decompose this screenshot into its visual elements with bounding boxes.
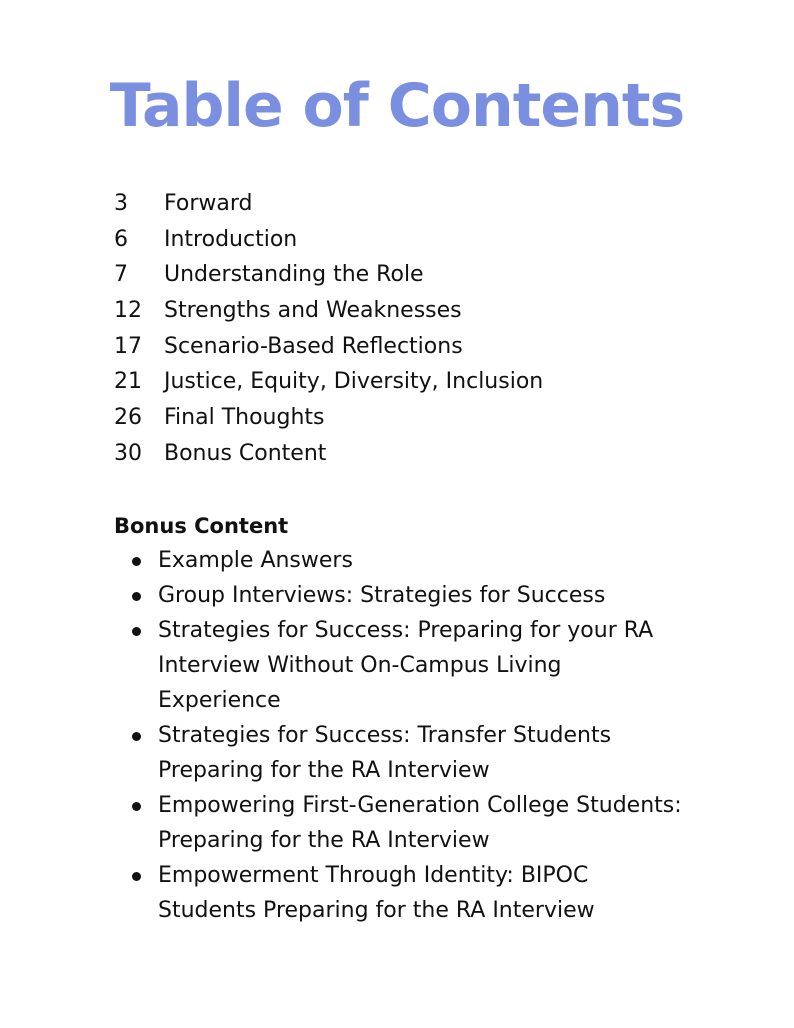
bullet-icon	[132, 627, 141, 636]
toc-page-number: 21	[114, 369, 142, 395]
toc-page-number: 12	[114, 298, 142, 324]
bonus-list-item	[130, 788, 690, 858]
bullet-icon	[132, 802, 141, 811]
bonus-list-item	[130, 858, 690, 928]
bullet-icon	[132, 732, 141, 741]
bonus-item-text: Strategies for Success: Transfer Students Preparing for the RA Interview	[158, 723, 612, 783]
bonus-item-text: Strategies for Success: Preparing for your RA Interview Without On-Campus Living Experience	[158, 618, 654, 713]
bonus-content-heading: Bonus Content	[114, 514, 289, 538]
toc-entry-label: Final Thoughts	[164, 405, 325, 431]
toc-entry-label: Introduction	[164, 226, 298, 252]
bonus-item-text: Empowering First-Generation College Students: Preparing for the RA Interview	[158, 793, 682, 853]
bonus-list-item	[130, 543, 690, 578]
toc-page-number: 7	[114, 262, 128, 288]
toc-entry	[114, 400, 543, 436]
table-of-contents-list	[114, 186, 543, 472]
bonus-content-list	[130, 543, 690, 928]
toc-page-number: 17	[114, 333, 142, 359]
bullet-icon	[132, 557, 141, 566]
bonus-item-text: Example Answers	[158, 548, 353, 573]
toc-entry	[114, 257, 543, 293]
bonus-item-text: Group Interviews: Strategies for Success	[158, 583, 606, 608]
toc-entry	[114, 329, 543, 365]
bonus-list-item	[130, 578, 690, 613]
page-title: Table of Contents	[109, 71, 685, 141]
toc-page-number: 26	[114, 405, 142, 431]
toc-entry-label: Strengths and Weaknesses	[164, 298, 462, 324]
toc-entry	[114, 364, 543, 400]
toc-entry	[114, 436, 543, 472]
toc-entry	[114, 186, 543, 222]
toc-entry	[114, 222, 543, 258]
toc-entry-label: Bonus Content	[164, 440, 327, 466]
bullet-icon	[132, 872, 141, 881]
bonus-item-text: Empowerment Through Identity: BIPOC Students Preparing for the RA Interview	[158, 863, 595, 923]
toc-page-number: 30	[114, 440, 142, 466]
toc-entry-label: Justice, Equity, Diversity, Inclusion	[164, 369, 544, 395]
bonus-list-item	[130, 613, 690, 718]
toc-entry-label: Forward	[164, 191, 253, 216]
toc-page-number: 6	[114, 226, 128, 252]
toc-entry	[114, 293, 543, 329]
bonus-list-item	[130, 718, 690, 788]
bullet-icon	[132, 592, 141, 601]
toc-page-number: 3	[114, 191, 128, 216]
toc-entry-label: Scenario-Based Reflections	[164, 333, 463, 359]
toc-entry-label: Understanding the Role	[164, 262, 424, 288]
